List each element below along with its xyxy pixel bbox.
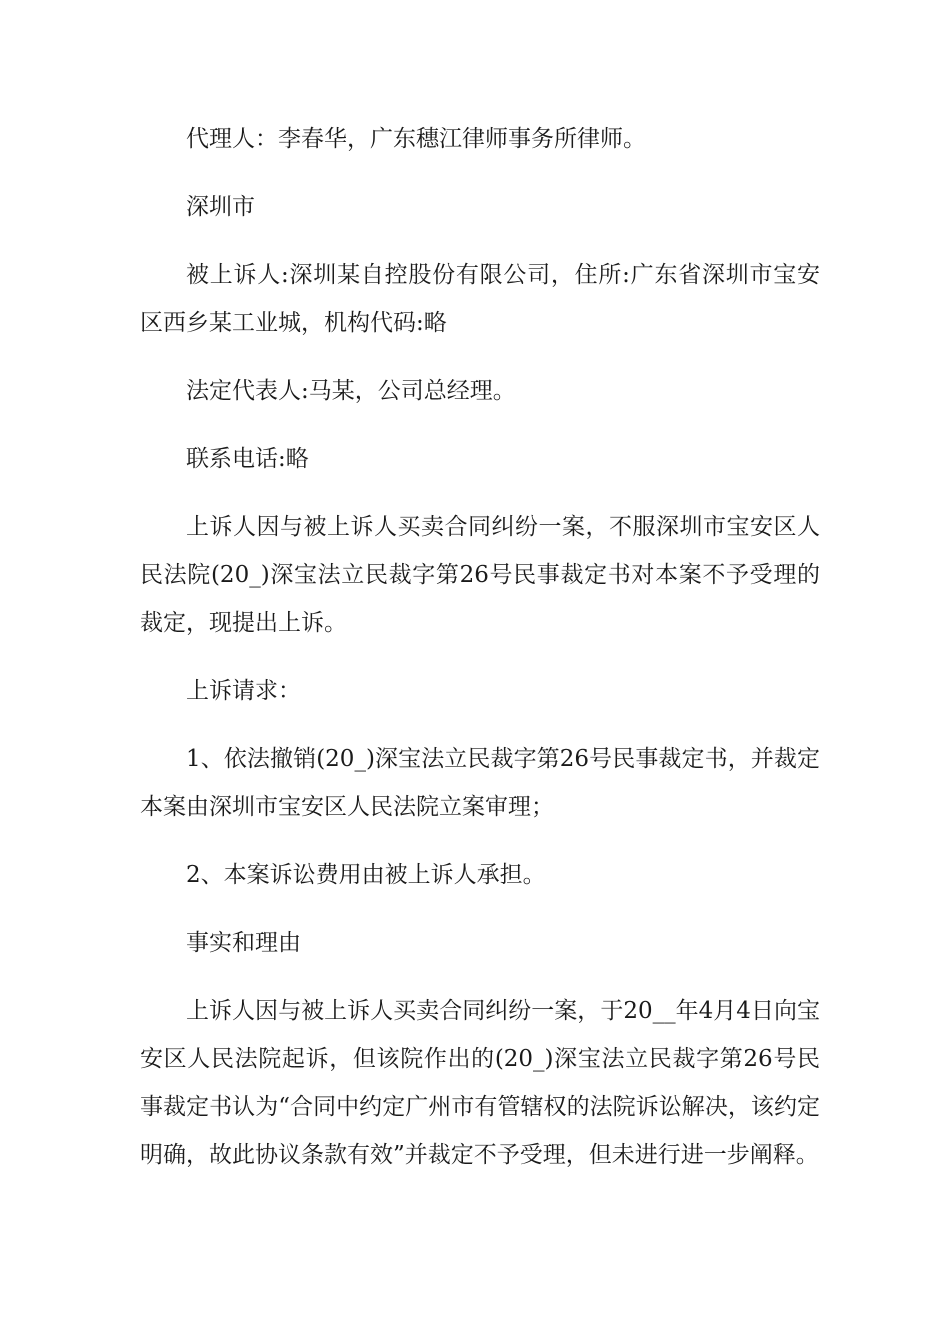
paragraph-agent: 代理人：李春华，广东穗江律师事务所律师。 bbox=[186, 126, 646, 152]
paragraph-request-2: 2、本案诉讼费用由被上诉人承担。 bbox=[186, 862, 546, 888]
paragraph-facts-body: 上诉人因与被上诉人买卖合同纠纷一案，于20__年4月4日向宝安区人民法院起诉，但该院作出的(20_)深宝法立民裁字第26号民事裁定书认为“合同中约定广州市有管辖权的法院诉讼解决，该约定明确，故此协议条款有效”并裁定不予受理，但未进行进一步阐释。 bbox=[140, 998, 820, 1168]
paragraph-facts-heading: 事实和理由 bbox=[186, 930, 301, 956]
paragraph-request-1: 1、依法撤销(20_)深宝法立民裁字第26号民事裁定书，并裁定本案由深圳市宝安区人民法院立案审理； bbox=[140, 746, 820, 820]
paragraph-appeal-intro: 上诉人因与被上诉人买卖合同纠纷一案，不服深圳市宝安区人民法院(20_)深宝法立民裁字第26号民事裁定书对本案不予受理的裁定，现提出上诉。 bbox=[140, 514, 820, 636]
document-body bbox=[140, 115, 820, 1199]
paragraph-appellee: 被上诉人:深圳某自控股份有限公司，住所:广东省深圳市宝安区西乡某工业城，机构代码:略 bbox=[140, 262, 820, 336]
paragraph-legal-representative: 法定代表人:马某，公司总经理。 bbox=[186, 378, 516, 404]
paragraph-appeal-requests-heading: 上诉请求： bbox=[186, 678, 301, 704]
paragraph-city: 深圳市 bbox=[186, 194, 255, 220]
paragraph-phone: 联系电话:略 bbox=[186, 446, 309, 472]
